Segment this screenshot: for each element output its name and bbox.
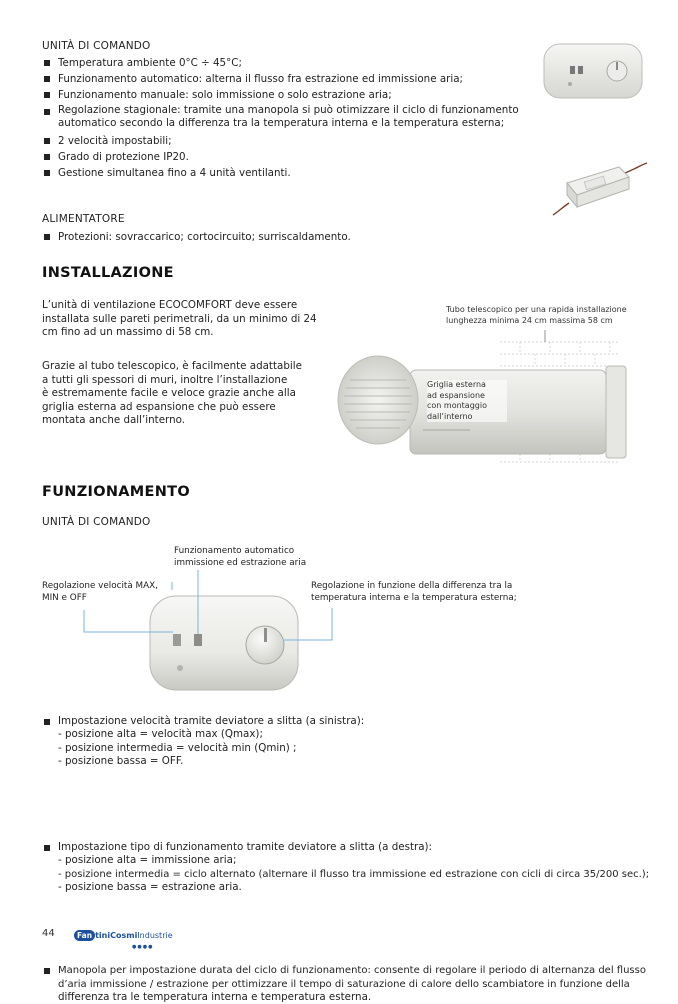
- list-item: 2 velocità impostabili;: [42, 133, 522, 149]
- list-item-line: automatico secondo la differenza tra la temperatura interna e la temperatura esterna;: [58, 117, 505, 130]
- bullet-line: - posizione bassa = estrazione aria.: [58, 881, 242, 894]
- paragraph-line: a tutti gli spessori di muri, inoltre l’installazione: [42, 373, 288, 386]
- section-label-unita-comando: UNITÀ DI COMANDO: [42, 40, 151, 52]
- callout-line: Regolazione in funzione della differenza tra la: [311, 581, 513, 591]
- bullet-line: Manopola per impostazione durata del ciclo di funzionamento: consente di regolare il periodo di alternanza del flusso: [58, 965, 646, 977]
- list-item-line: Regolazione stagionale: tramite una manopola si può otimizzare il ciclo di funzionamento: [58, 103, 519, 116]
- list-item: Grado di protezione IP20.: [42, 149, 522, 165]
- list-item: Temperatura ambiente 0°C ÷ 45°C;: [42, 55, 522, 71]
- paragraph-line: griglia esterna ad espansione che può essere: [42, 400, 276, 413]
- installazione-paragraph-2: [42, 360, 342, 428]
- section-label-funzionamento: UNITÀ DI COMANDO: [42, 516, 151, 528]
- paragraph-line: L’unità di ventilazione ECOCOMFORT deve essere: [42, 299, 298, 311]
- paragraph-line: cm fino ad un massimo di 58 cm.: [42, 326, 214, 339]
- callout-line: immissione ed estrazione aria: [174, 557, 307, 568]
- bullet-line: - posizione intermedia = velocità min (Qmin) ;: [58, 741, 297, 754]
- installazione-paragraph-1: [42, 299, 342, 340]
- paragraph-line: Grazie al tubo telescopico, è facilmente adattabile: [42, 360, 302, 372]
- list-item: Funzionamento automatico: alterna il flusso fra estrazione ed immissione aria;: [42, 71, 522, 87]
- funzionamento-heading: FUNZIONAMENTO: [42, 484, 190, 500]
- bullet-line: differenza tra le temperatura interna e temperatura esterna.: [58, 990, 372, 1003]
- alimentatore-list: [42, 229, 502, 245]
- bullet-square: [44, 968, 50, 974]
- caption-line: ad espansione: [427, 390, 485, 400]
- control-unit-diagram: [80, 570, 350, 700]
- power-supply-image: [545, 155, 650, 227]
- bullet-line: Impostazione velocità tramite deviatore a slitta (a sinistra):: [58, 715, 365, 727]
- page-number: 44: [42, 928, 55, 939]
- caption-line: lunghezza minima 24 cm massima 58 cm: [446, 315, 613, 325]
- caption-line: con montaggio: [427, 401, 487, 410]
- bullet-line: - posizione bassa = OFF.: [58, 754, 184, 767]
- caption-griglia-esterna: [427, 380, 507, 422]
- bullet-line: - posizione intermedia = ciclo alternato (alternare il flusso tra immissione ed estrazione con cicli di circa 35/200 sec.);: [58, 868, 650, 880]
- list-item: Protezioni: sovraccarico; cortocircuito; surriscaldamento.: [42, 229, 502, 245]
- bullet-manopola: [42, 964, 668, 1004]
- caption-tubo-telescopico: [446, 305, 656, 326]
- paragraph-line: è estremamente facile e veloce grazie anche alla: [42, 387, 296, 400]
- bullet-line: d’aria immissione / estrazione per ottimizzare il tempo di saturazione di calore dello scambiatore in funzione della: [58, 978, 630, 990]
- callout-funzionamento-automatico: [174, 546, 344, 569]
- bullet-impostazione-velocita: [42, 715, 658, 768]
- caption-line: dall’interno: [427, 411, 473, 421]
- bullet-line: - posizione alta = velocità max (Qmax);: [58, 728, 263, 741]
- bullet-line: Impostazione tipo di funzionamento tramite deviatore a slitta (a destra):: [58, 841, 433, 854]
- bullet-square: [44, 719, 50, 725]
- logo-mark: Fan: [74, 930, 95, 941]
- list-item: Funzionamento manuale: solo immissione o solo estrazione aria;: [42, 87, 522, 103]
- list-item: Gestione simultanea fino a 4 unità ventilanti.: [42, 165, 522, 181]
- section-label-alimentatore: ALIMENTATORE: [42, 213, 125, 225]
- paragraph-line: installata sulle pareti perimetrali, da un minimo di 24: [42, 312, 317, 325]
- logo-text: tiniCosmi: [95, 931, 138, 940]
- logo-tail: Industrie: [137, 931, 173, 940]
- bullet-square: [44, 845, 50, 851]
- installazione-heading: INSTALLAZIONE: [42, 265, 174, 281]
- callout-line: Regolazione velocità MAX,: [42, 581, 158, 591]
- callout-line: MIN e OFF: [42, 592, 87, 603]
- bullet-line: - posizione alta = immissione aria;: [58, 854, 237, 867]
- unita-comando-list: [42, 55, 522, 181]
- control-unit-image: [538, 38, 648, 104]
- caption-line: Tubo telescopico per una rapida installazione: [446, 305, 627, 314]
- list-item: [42, 104, 522, 131]
- bullet-impostazione-tipo: [42, 841, 668, 894]
- callout-line: Funzionamento automatico: [174, 546, 295, 556]
- caption-line: Griglia esterna: [427, 380, 486, 389]
- logo-dots: ●●●●: [132, 944, 154, 950]
- paragraph-line: montata anche dall’interno.: [42, 414, 186, 427]
- brand-logo: [74, 925, 173, 950]
- callout-line: temperatura interna e la temperatura esterna;: [311, 592, 517, 603]
